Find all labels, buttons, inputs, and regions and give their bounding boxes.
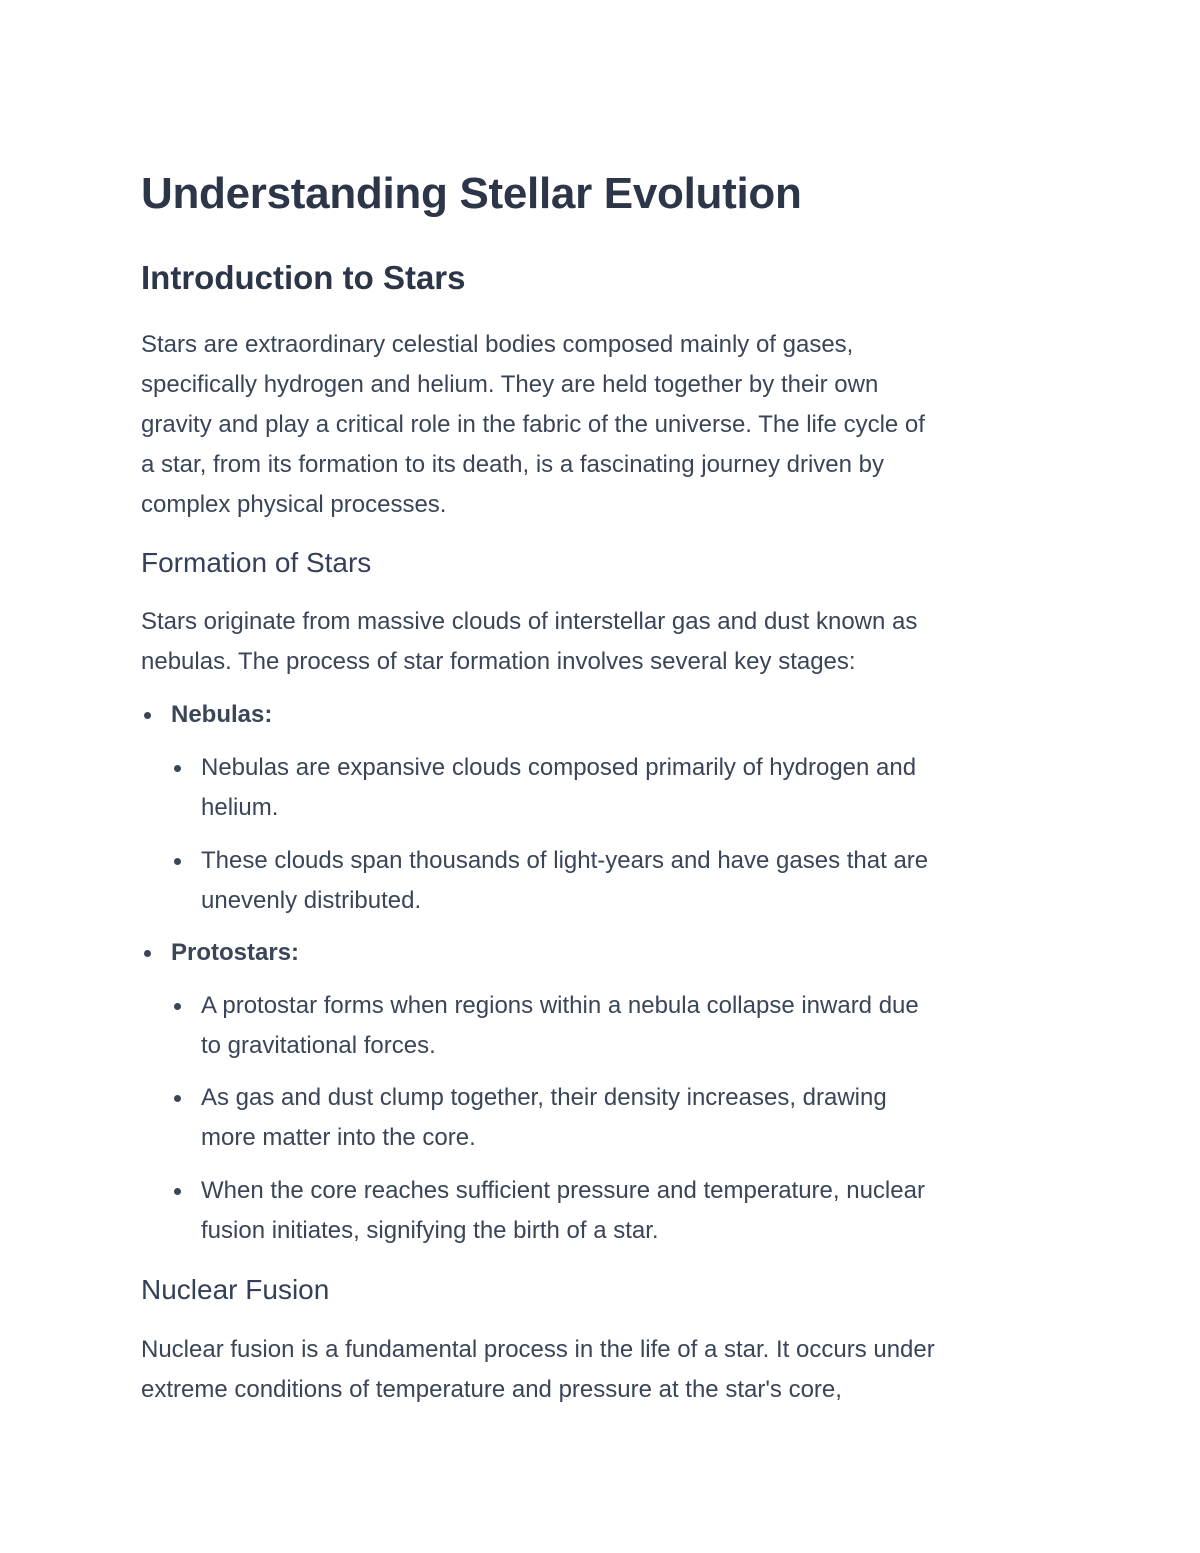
bullet-icon [144,712,151,719]
formation-paragraph [141,602,1066,682]
bullet-icon [174,1188,181,1195]
list-line: Nebulas are expansive clouds composed primarily of hydrogen and [201,754,917,781]
sub-list-item-text [201,1171,925,1251]
list-item-label: Protostars: [171,939,300,966]
formation-heading: Formation of Stars [141,547,372,578]
list-line: As gas and dust clump together, their density increases, drawing [201,1084,887,1111]
list-line: A protostar forms when regions within a nebula collapse inward due [201,992,919,1019]
paragraph-line: gravity and play a critical role in the fabric of the universe. The life cycle of [141,411,925,438]
paragraph-line: a star, from its formation to its death, is a fascinating journey driven by [141,451,885,478]
sub-list-item [171,986,919,1066]
paragraph-line: nebulas. The process of star formation involves several key stages: [141,648,856,675]
paragraph-line: Stars are extraordinary celestial bodies composed mainly of gases, [141,331,854,358]
list-line: more matter into the core. [201,1124,476,1151]
bullet-icon [174,1095,181,1102]
intro-paragraph [141,325,1066,525]
list-item-nebulas [141,695,272,735]
bullet-icon [174,765,181,772]
paragraph-line: complex physical processes. [141,491,447,518]
list-item-label: Nebulas: [171,701,273,728]
document-title: Understanding Stellar Evolution [141,169,802,218]
sub-list-item-text [201,986,919,1066]
list-line: When the core reaches sufficient pressure and temperature, nuclear [201,1177,925,1204]
fusion-paragraph [141,1330,1066,1410]
paragraph-line: specifically hydrogen and helium. They are held together by their own [141,371,879,398]
paragraph-line: Nuclear fusion is a fundamental process in the life of a star. It occurs under [141,1336,935,1363]
sub-list-item [171,841,928,921]
sub-list-item-text [201,1078,887,1158]
list-line: unevenly distributed. [201,887,422,914]
fusion-heading: Nuclear Fusion [141,1274,330,1305]
sub-list-item [171,1171,925,1251]
sub-list-item [171,748,916,828]
sub-list-item-text [201,748,916,828]
bullet-icon [144,950,151,957]
bullet-icon [174,858,181,865]
list-line: fusion initiates, signifying the birth of a star. [201,1217,659,1244]
bullet-icon [174,1003,181,1010]
paragraph-line: extreme conditions of temperature and pressure at the star's core, [141,1376,842,1403]
list-line: to gravitational forces. [201,1032,436,1059]
sub-list-item [171,1078,887,1158]
sub-list-item-text [201,841,928,921]
paragraph-line: Stars originate from massive clouds of interstellar gas and dust known as [141,608,918,635]
list-item-protostars [141,933,299,973]
list-line: helium. [201,794,279,821]
intro-heading: Introduction to Stars [141,259,466,296]
list-line: These clouds span thousands of light-years and have gases that are [201,847,929,874]
